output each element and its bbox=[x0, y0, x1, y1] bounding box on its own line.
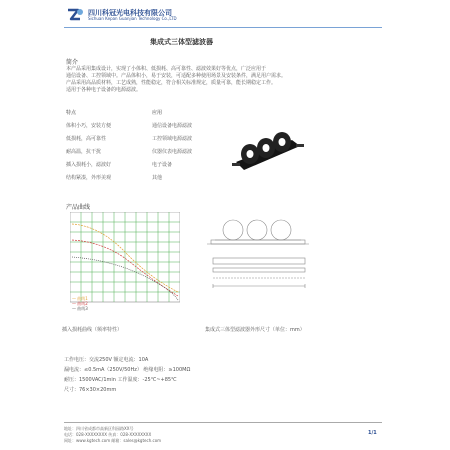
graph-caption: 插入损耗曲线（频率特性） bbox=[62, 327, 123, 333]
applications-heading: 应用 bbox=[152, 110, 163, 116]
application-item: 通信设备电源滤波 bbox=[152, 123, 193, 129]
spec-line: 漏电流：≤0.5mA（250V/50Hz） 绝缘电阻：≥100MΩ bbox=[64, 367, 191, 373]
feature-item: 低损耗，高可靠性 bbox=[66, 136, 107, 142]
application-item: 电子设备 bbox=[152, 162, 173, 168]
spec-line: 耐压：1500VAC/1min 工作温度：-25℃~+85℃ bbox=[64, 377, 177, 383]
features-heading: 特点 bbox=[66, 110, 77, 116]
graph-legend bbox=[72, 296, 88, 311]
applications-list bbox=[152, 110, 192, 188]
legend-item: — 曲线3 bbox=[72, 306, 88, 311]
curve-heading: 产品曲线 bbox=[66, 204, 91, 211]
company-logo-icon bbox=[66, 7, 84, 23]
header-divider bbox=[64, 27, 382, 28]
feature-item: 耐高温，抗干扰 bbox=[66, 149, 102, 155]
summary-line: 产品采用高品质材料，工艺成熟，性能稳定，符合相关标准规定，质量可靠，能长期稳定工作。 bbox=[66, 80, 277, 86]
footer-address: 地址：四川省成都市高新区科园路XX号 bbox=[64, 426, 134, 431]
specifications bbox=[64, 357, 190, 397]
summary-line: 通信设备、工控领域中。产品体积小，易于安装，可适配多种使用场景及安装条件，满足用户需求。 bbox=[66, 73, 287, 79]
dimension-drawing bbox=[205, 208, 311, 314]
feature-item: 体积小巧，安装方便 bbox=[66, 123, 112, 129]
summary-line: 适用于各种电子设备的电源滤波。 bbox=[66, 87, 142, 93]
feature-item: 插入损耗小，滤波好 bbox=[66, 162, 112, 168]
spec-line: 工作电压：交流250V 额定电流：10A bbox=[64, 357, 149, 363]
legend-item: — 曲线2 bbox=[72, 301, 88, 306]
page-number: 1/1 bbox=[368, 430, 377, 436]
feature-item: 结构紧凑，外形美观 bbox=[66, 175, 112, 181]
application-item: 仪器仪表电源滤波 bbox=[152, 149, 193, 155]
summary-paragraph bbox=[66, 66, 286, 94]
legend-item: — 曲线1 bbox=[72, 296, 88, 301]
footer-web: 网址：www.kgtech.com 邮箱：sales@kgtech.com bbox=[64, 438, 162, 443]
spec-line: 尺寸：76×30×20mm bbox=[64, 387, 117, 393]
company-name-cn: 四川科冠光电科技有限公司 bbox=[88, 9, 172, 17]
product-photo bbox=[232, 122, 304, 180]
company-name-en: Sichuan Kepan Guanjian Technology Co.,LTD bbox=[88, 16, 177, 21]
application-item: 其他 bbox=[152, 175, 163, 181]
page-title: 集成式三体型滤波器 bbox=[150, 38, 213, 46]
footer-phone: 电话：028-XXXXXXXX 传真：028-XXXXXXXX bbox=[64, 432, 152, 437]
drawing-caption: 集成式三体型滤波器外形尺寸（单位：mm） bbox=[205, 327, 305, 333]
application-item: 工控领域电源滤波 bbox=[152, 136, 193, 142]
features-list bbox=[66, 110, 111, 188]
footer-contact bbox=[64, 426, 161, 444]
summary-heading: 简介 bbox=[66, 59, 79, 66]
summary-line: 本产品采用集成设计，实现了小体积、低损耗、高可靠性、滤波效果好等优点，广泛应用于 bbox=[66, 66, 267, 72]
footer-divider bbox=[64, 422, 382, 423]
